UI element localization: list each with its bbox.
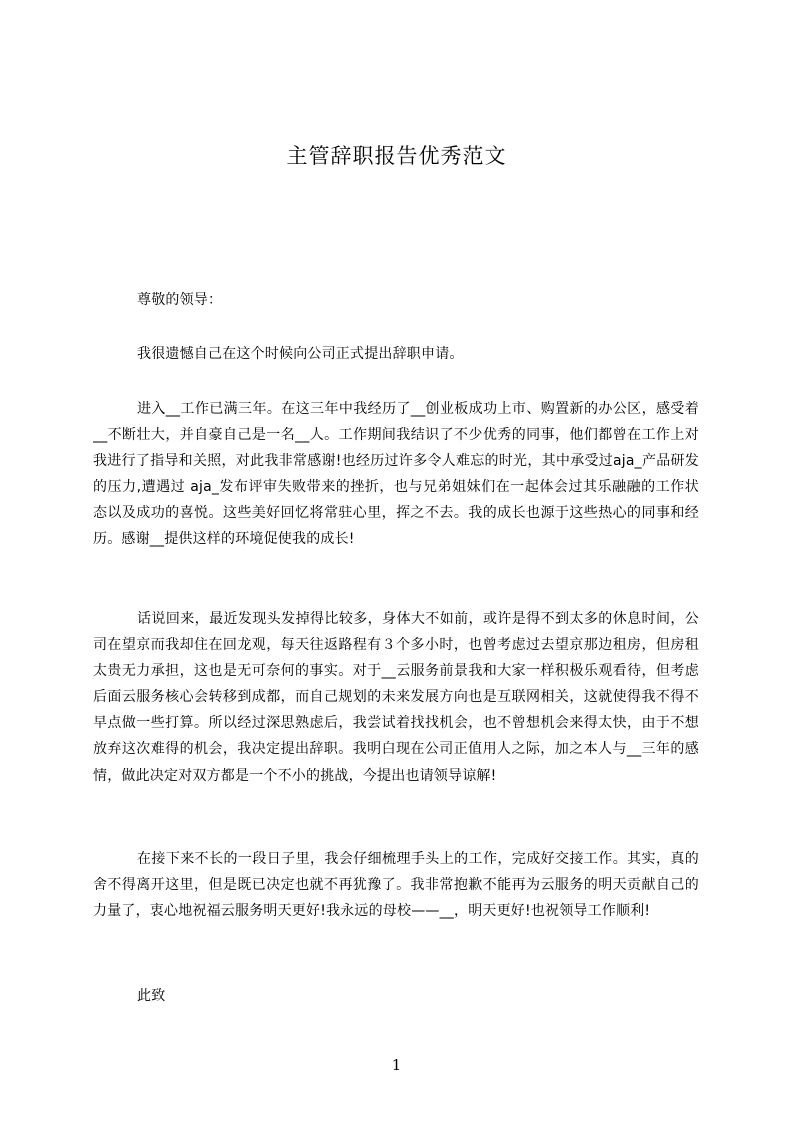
paragraph-experience: 进入__工作已满三年。在这三年中我经历了__创业板成功上市、购置新的办公区，感受着__不断壮大，并自豪自己是一名__人。工作期间我结识了不少优秀的同事，他们都曾在工作上对我进行了指导和关照，对此我非常感谢!也经历过许多令人难忘的时光，其中承受过aja_产品研发的压力,遭遇过 aja_发布评审失败带来的挫折，也与兄弟姐妹们在一起体会过其乐融融的工作状态以及成功的喜悦。这些美好回忆将常驻心里，挥之不去。我的成长也源于这些热心的同事和经历。感谢__提供这样的环境促使我的成长! [93, 401, 699, 548]
salutation: 尊敬的领导： [137, 292, 223, 308]
closing-text: 此致 [137, 988, 166, 1004]
paragraph-reasons: 话说回来，最近发现头发掉得比较多，身体大不如前，或许是得不到太多的休息时间，公司在望京而我却住在回龙观，每天往返路程有３个多小时，也曾考虑过去望京那边租房，但房租太贵无力承担，这也是无可奈何的事实。对于__云服务前景我和大家一样积极乐观看待，但考虑后面云服务核心会转移到成都，而自己规划的未来发展方向也是互联网相关，这就使得我不得不早点做一些打算。所以经过深思熟虑后，我尝试着找找机会，也不曾想机会来得太快，由于不想放弃这次难得的机会，我决定提出辞职。我明白现在公司正值用人之际，加之本人与__三年的感情，做此决定对双方都是一个不小的挑战，今提出也请领导谅解! [93, 611, 699, 784]
page-number: 1 [391, 1056, 402, 1074]
paragraph-handover: 在接下来不长的一段日子里，我会仔细梳理手头上的工作，完成好交接工作。其实，真的舍不得离开这里，但是既已决定也就不再犹豫了。我非常抱歉不能再为云服务的明天贡献自己的力量了，衷心地祝福云服务明天更好!我永远的母校——__，明天更好!也祝领导工作顺利! [93, 851, 699, 920]
document-title: 主管辞职报告优秀范文 [286, 144, 507, 168]
paragraph-intro: 我很遗憾自己在这个时候向公司正式提出辞职申请。 [137, 346, 464, 362]
